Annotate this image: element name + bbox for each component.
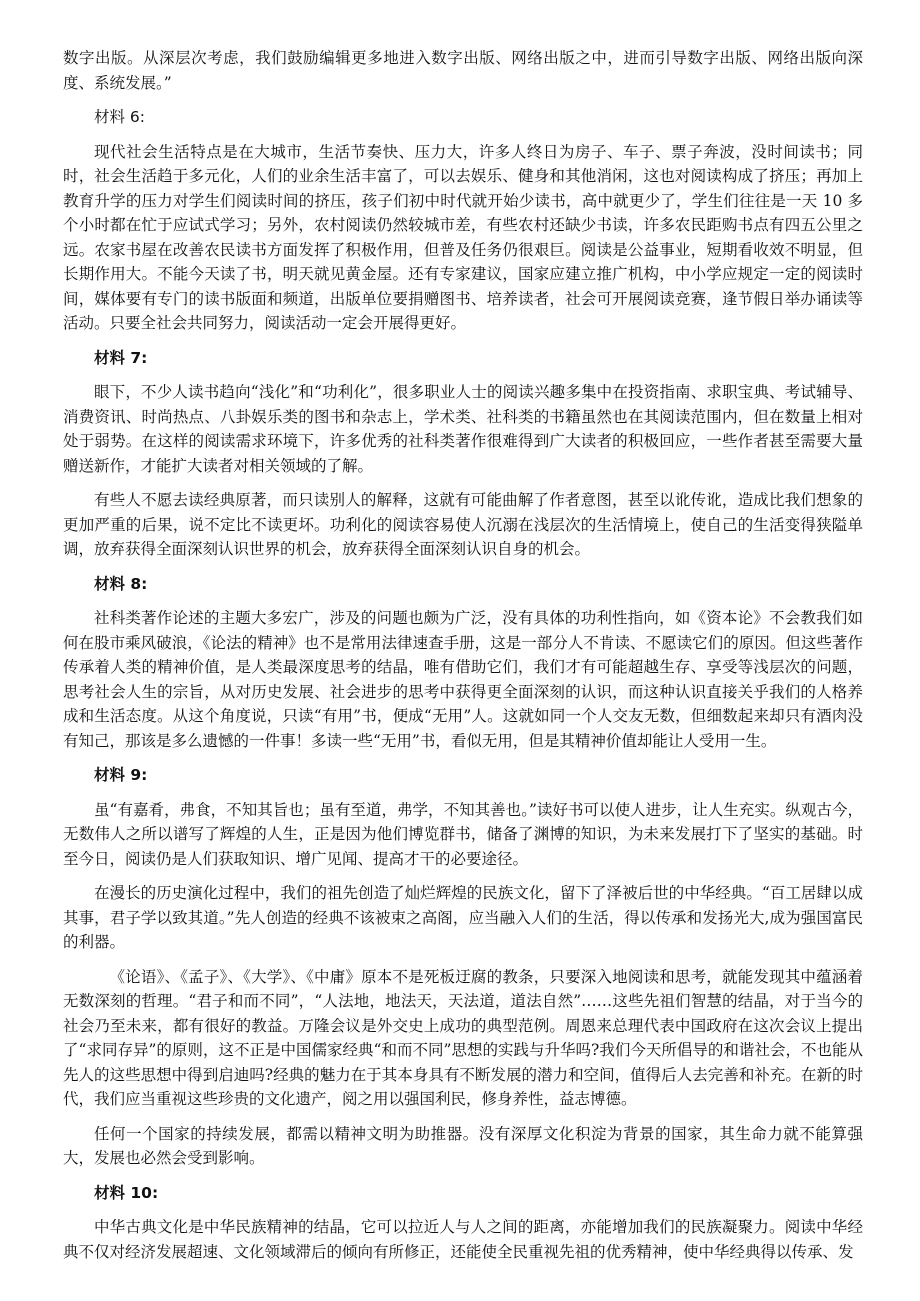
opening-continuation: 数字出版。从深层次考虑，我们鼓励编辑更多地进入数字出版、网络出版之中，进而引导数字出版、网络出版向深度、系统发展。” [63,49,863,92]
material-10-paragraph-1: 中华古典文化是中华民族精神的结晶，它可以拉近人与人之间的距离，亦能增加我们的民族凝聚力。阅读中华经典不仅对经济发展超速、文化领域滞后的倾向有所修正，还能使全民重视先祖的优秀精神，使中华经典得以传承、发 [63,1218,863,1261]
material-10-heading: 材料 10: [94,1183,159,1202]
material-6-heading: 材料 6: [94,108,146,126]
material-7-paragraph-2: 有些人不愿去读经典原著，而只读别人的解释，这就有可能曲解了作者意图，甚至以讹传讹，造成比我们想象的更加严重的后果，说不定比不读更坏。功利化的阅读容易使人沉溺在浅层次的生活情境上，使自己的生活变得狭隘单调，放弃获得全面深刻认识世界的机会，放弃获得全面深刻认识自身的机会。 [63,491,863,558]
material-7-heading: 材料 7: [94,348,148,367]
material-9-heading: 材料 9: [94,766,148,784]
material-8-paragraph-1: 社科类著作论述的主题大多宏广，涉及的问题也颇为广泛，没有具体的功利性指向，如《资本论》不会教我们如何在股市乘风破浪，《论法的精神》也不是常用法律速查手册，这是一部分人不肯读、不愿读它们的原因。但这些著作传承着人类的精神价值，是人类最深度思考的结晶，唯有借助它们，我们才有可能超越生存、享受等浅层次的问题，思考社会人生的宗旨，从对历史发展、社会进步的思考中获得更全面深刻的认识，而这种认识直接关乎我们的人格养成和生活态度。从这个角度说，只读“有用”书，便成“无用”人。这就如同一个人交友无数，但细数起来却只有酒肉没有知己，那该是多么遗憾的一件事！多读一些“无用”书，看似无用，但是其精神价值却能让人受用一生。 [63,609,863,750]
material-9-paragraph-2: 在漫长的历史演化过程中，我们的祖先创造了灿烂辉煌的民族文化，留下了泽被后世的中华经典。“百工居肆以成其事，君子学以致其道。”先人创造的经典不该被束之高阁，应当融入人们的生活，得以传承和发扬光大,成为强国富民的利器。 [63,884,863,951]
material-6-paragraph-1: 现代社会生活特点是在大城市，生活节奏快、压力大，许多人终日为房子、车子、票子奔波，没时间读书；同时，社会生活趋于多元化，人们的业余生活丰富了，可以去娱乐、健身和其他消闲，这也对阅读构成了挤压；再加上教育升学的压力对学生们阅读时间的挤压，孩子们初中时代就开始少读书，高中就更少了，学生们往往是一天 10 多个小时都在忙于应试式学习；另外，农村阅读仍然较城市差，有些农村还缺少书读，许多农民距购书点有四五公里之远。农家书屋在改善农民读书方面发挥了积极作用，但普及任务仍很艰巨。阅读是公益事业，短期看收效不明显，但长期作用大。不能今天读了书，明天就见黄金屋。还有专家建议，国家应建立推广机构，中小学应规定一定的阅读时间，媒体要有专门的读书版面和频道，出版单位要捐赠图书、培养读者，社会可开展阅读竞赛，逢节假日举办诵读等活动。只要全社会共同努力，阅读活动一定会开展得更好。 [63,142,863,332]
material-9-paragraph-4: 任何一个国家的持续发展，都需以精神文明为助推器。没有深厚文化积淀为背景的国家，其生命力就不能算强大，发展也必然会受到影响。 [63,1124,863,1167]
material-7-paragraph-1: 眼下，不少人读书趋向“浅化”和“功利化”，很多职业人士的阅读兴趣多集中在投资指南、求职宝典、考试辅导、消费资讯、时尚热点、八卦娱乐类的图书和杂志上，学术类、社科类的书籍虽然也在其阅读范围内，但在数量上相对处于弱势。在这样的阅读需求环境下，许多优秀的社科类著作很难得到广大读者的积极回应，一些作者甚至需要大量赠送新作，才能扩大读者对相关领域的了解。 [63,383,863,475]
material-9-paragraph-1: 虽“有嘉肴，弗食，不知其旨也；虽有至道，弗学，不知其善也。”读好书可以使人进步，让人生充实。纵观古今，无数伟人之所以谱写了辉煌的人生，正是因为他们博览群书，储备了渊博的知识，为未来发展打下了坚实的基础。时至今日，阅读仍是人们获取知识、增广见闻、提高才干的必要途径。 [63,800,863,868]
material-8-heading: 材料 8: [94,574,148,593]
document-page [63,46,863,1264]
material-9-paragraph-3: 《论语》、《孟子》、《大学》、《中庸》原本不是死板迂腐的教条，只要深入地阅读和思考，就能发现其中蕴涵着无数深刻的哲理。“君子和而不同”，“人法地，地法天，天法道，道法自然”……这些先祖们智慧的结晶，对于当今的社会乃至未来，都有很好的教益。万隆会议是外交史上成功的典型范例。周恩来总理代表中国政府在这次会议上提出了“求同存异”的原则，这不正是中国儒家经典“和而不同”思想的实践与升华吗?我们今天所倡导的和谐社会，不也能从先人的这些思想中得到启迪吗?经典的魅力在于其本身具有不断发展的潜力和空间，值得后人去完善和补充。在新的时代，我们应当重视这些珍贵的文化遗产，阅之用以强国利民，修身养性，益志博德。 [63,967,863,1108]
